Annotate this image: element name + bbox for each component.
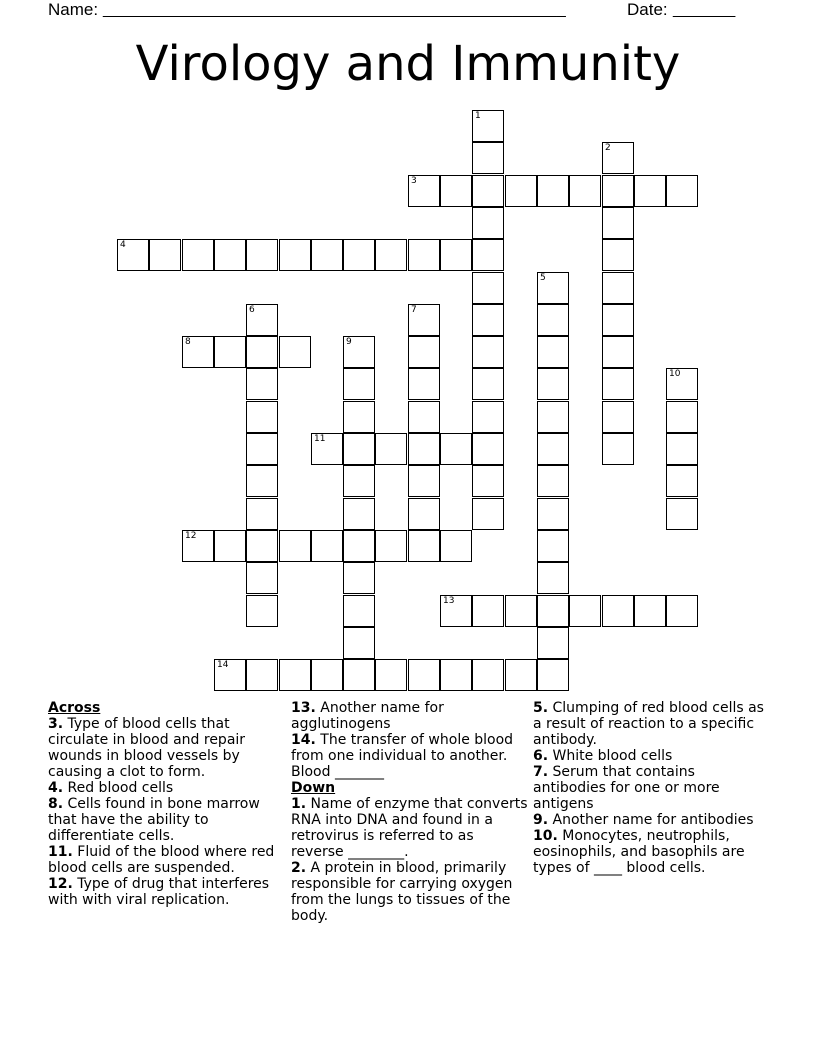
grid-cell[interactable] [472,207,504,239]
grid-cell[interactable] [537,368,569,400]
clue-text: Name of enzyme that converts RNA into DNA and found in a retrovirus is referred to as reverse ________. [291,796,528,860]
down-clues-list-continued [533,700,771,876]
grid-cell[interactable] [440,595,472,627]
cell-number: 13 [443,596,455,606]
grid-cell[interactable] [602,272,634,304]
date-line: _______ [673,1,736,18]
clue-number: 3. [48,716,64,732]
grid-cell[interactable] [375,659,407,691]
grid-cell[interactable] [505,595,537,627]
grid-cell[interactable] [408,530,440,562]
clue-number: 10. [533,828,558,844]
clue-text: A protein in blood, primarily responsible for carrying oxygen from the lungs to tissues of the body. [291,860,513,924]
clue-text: Type of drug that interferes with with viral replication. [48,876,270,908]
clue [533,748,771,764]
grid-cell[interactable] [537,401,569,433]
grid-cell[interactable] [246,530,278,562]
grid-cell[interactable] [343,659,375,691]
clue-text: Type of blood cells that circulate in blood and repair wounds in blood vessels by causing a clot to form. [48,716,246,780]
grid-cell[interactable] [440,659,472,691]
cell-number: 3 [411,176,417,186]
clue-number: 8. [48,796,64,812]
cell-number: 14 [217,660,229,670]
grid-cell[interactable] [602,142,634,174]
grid-cell[interactable] [472,498,504,530]
grid-cell[interactable] [472,659,504,691]
grid-cell[interactable] [343,562,375,594]
clue-text: Cells found in bone marrow that have the ability to differentiate cells. [48,796,260,844]
grid-cell[interactable] [246,433,278,465]
grid-cell[interactable] [602,595,634,627]
clue-number: 13. [291,700,316,716]
grid-cell[interactable] [182,336,214,368]
grid-cell[interactable] [602,336,634,368]
grid-cell[interactable] [666,465,698,497]
date-label: Date: [627,0,668,19]
grid-cell[interactable] [472,368,504,400]
grid-cell[interactable] [602,304,634,336]
clue [48,780,286,796]
grid-cell[interactable] [666,175,698,207]
grid-cell[interactable] [472,239,504,271]
name-line: ____________________________________________________ [103,1,566,18]
cell-number: 8 [185,337,191,347]
clue-text: Clumping of red blood cells as a result of reaction to a specific antibody. [533,700,764,748]
grid-cell[interactable] [505,659,537,691]
grid-cell[interactable] [279,530,311,562]
across-clues-list-continued [291,700,529,780]
grid-cell[interactable] [408,659,440,691]
cell-number: 9 [346,337,352,347]
grid-cell[interactable] [666,401,698,433]
clue [291,732,529,780]
clue-number: 7. [533,764,549,780]
grid-cell[interactable] [472,401,504,433]
clue [48,876,286,908]
down-heading: Down [291,780,336,796]
grid-cell[interactable] [182,239,214,271]
clue [48,796,286,844]
grid-cell[interactable] [602,239,634,271]
grid-cell[interactable] [537,627,569,659]
clue-number: 11. [48,844,73,860]
down-clues-list [291,796,529,924]
grid-cell[interactable] [246,465,278,497]
grid-cell[interactable] [440,175,472,207]
grid-cell[interactable] [214,659,246,691]
grid-cell[interactable] [440,239,472,271]
grid-cell[interactable] [311,530,343,562]
clue-text: Red blood cells [63,780,174,796]
grid-cell[interactable] [375,530,407,562]
grid-cell[interactable] [408,498,440,530]
clue [533,764,771,812]
grid-cell[interactable] [214,239,246,271]
grid-cell[interactable] [375,433,407,465]
grid-cell[interactable] [408,336,440,368]
clues-column-3 [533,700,771,876]
grid-cell[interactable] [440,433,472,465]
grid-cell[interactable] [505,175,537,207]
name-label: Name: [48,0,99,19]
clue [533,700,771,748]
grid-cell[interactable] [569,175,601,207]
grid-cell[interactable] [537,659,569,691]
grid-cell[interactable] [408,368,440,400]
grid-cell[interactable] [343,239,375,271]
grid-cell[interactable] [634,595,666,627]
clue-text: White blood cells [548,748,673,764]
grid-cell[interactable] [343,627,375,659]
cell-number: 1 [475,111,481,121]
grid-cell[interactable] [472,142,504,174]
clue [291,860,529,924]
grid-cell[interactable] [246,401,278,433]
grid-cell[interactable] [408,175,440,207]
grid-cell[interactable] [666,368,698,400]
grid-cell[interactable] [246,304,278,336]
cell-number: 6 [249,305,255,315]
clue-text: Serum that contains antibodies for one or more antigens [533,764,720,812]
grid-cell[interactable] [246,595,278,627]
grid-cell[interactable] [408,239,440,271]
grid-cell[interactable] [343,530,375,562]
grid-cell[interactable] [537,304,569,336]
grid-cell[interactable] [117,239,149,271]
clue-number: 4. [48,780,64,796]
grid-cell[interactable] [279,336,311,368]
grid-cell[interactable] [311,659,343,691]
clue-number: 2. [291,860,307,876]
grid-cell[interactable] [537,175,569,207]
grid-cell[interactable] [343,336,375,368]
clue-text: The transfer of whole blood from one individual to another. Blood _______ [291,732,514,780]
grid-cell[interactable] [408,465,440,497]
grid-cell[interactable] [279,659,311,691]
grid-cell[interactable] [246,336,278,368]
grid-cell[interactable] [343,465,375,497]
clues-column-1 [48,700,286,908]
across-clues-list [48,716,286,908]
clue [48,716,286,780]
grid-cell[interactable] [343,595,375,627]
grid-cell[interactable] [408,304,440,336]
grid-cell[interactable] [602,368,634,400]
grid-cell[interactable] [537,433,569,465]
clue-number: 6. [533,748,549,764]
cell-number: 4 [120,240,126,250]
cell-number: 12 [185,531,197,541]
grid-cell[interactable] [214,336,246,368]
grid-cell[interactable] [634,175,666,207]
grid-cell[interactable] [343,401,375,433]
cell-number: 10 [669,369,681,379]
grid-cell[interactable] [537,272,569,304]
clue-text: Fluid of the blood where red blood cells are suspended. [48,844,275,876]
grid-cell[interactable] [246,498,278,530]
grid-cell[interactable] [472,465,504,497]
grid-cell[interactable] [666,595,698,627]
clue-number: 12. [48,876,73,892]
grid-cell[interactable] [279,239,311,271]
clues-column-2 [291,700,529,924]
grid-cell[interactable] [602,401,634,433]
clue [533,828,771,876]
grid-cell[interactable] [246,659,278,691]
clue-number: 9. [533,812,549,828]
grid-cell[interactable] [666,498,698,530]
grid-cell[interactable] [246,368,278,400]
grid-cell[interactable] [182,530,214,562]
cell-number: 7 [411,305,417,315]
cell-number: 2 [605,143,611,153]
grid-cell[interactable] [343,498,375,530]
grid-cell[interactable] [472,175,504,207]
grid-cell[interactable] [214,530,246,562]
grid-cell[interactable] [149,239,181,271]
grid-cell[interactable] [537,498,569,530]
grid-cell[interactable] [408,401,440,433]
page-title: Virology and Immunity [135,36,681,92]
grid-cell[interactable] [311,433,343,465]
grid-cell[interactable] [472,595,504,627]
grid-cell[interactable] [343,368,375,400]
grid-cell[interactable] [537,465,569,497]
grid-cell[interactable] [537,336,569,368]
clue-text: Another name for antibodies [548,812,754,828]
grid-cell[interactable] [246,562,278,594]
clue [291,796,529,860]
grid-cell[interactable] [408,433,440,465]
grid-cell[interactable] [472,433,504,465]
grid-cell[interactable] [537,595,569,627]
grid-cell[interactable] [311,239,343,271]
grid-cell[interactable] [602,207,634,239]
grid-cell[interactable] [246,239,278,271]
clue-number: 1. [291,796,307,812]
grid-cell[interactable] [537,530,569,562]
grid-cell[interactable] [602,433,634,465]
grid-cell[interactable] [375,239,407,271]
grid-cell[interactable] [666,433,698,465]
clue [48,844,286,876]
grid-cell[interactable] [602,175,634,207]
across-heading: Across [48,700,101,716]
clue [291,700,529,732]
cell-number: 5 [540,273,546,283]
clue-number: 14. [291,732,316,748]
grid-cell[interactable] [537,562,569,594]
grid-cell[interactable] [472,110,504,142]
clue-text: Monocytes, neutrophils, eosinophils, and basophils are types of ____ blood cells. [533,828,745,876]
grid-cell[interactable] [343,433,375,465]
clue [533,812,771,828]
cell-number: 11 [314,434,326,444]
grid-cell[interactable] [569,595,601,627]
clue-text: Another name for agglutinogens [291,700,444,732]
grid-cell[interactable] [472,336,504,368]
grid-cell[interactable] [472,272,504,304]
grid-cell[interactable] [440,530,472,562]
clue-number: 5. [533,700,549,716]
grid-cell[interactable] [472,304,504,336]
